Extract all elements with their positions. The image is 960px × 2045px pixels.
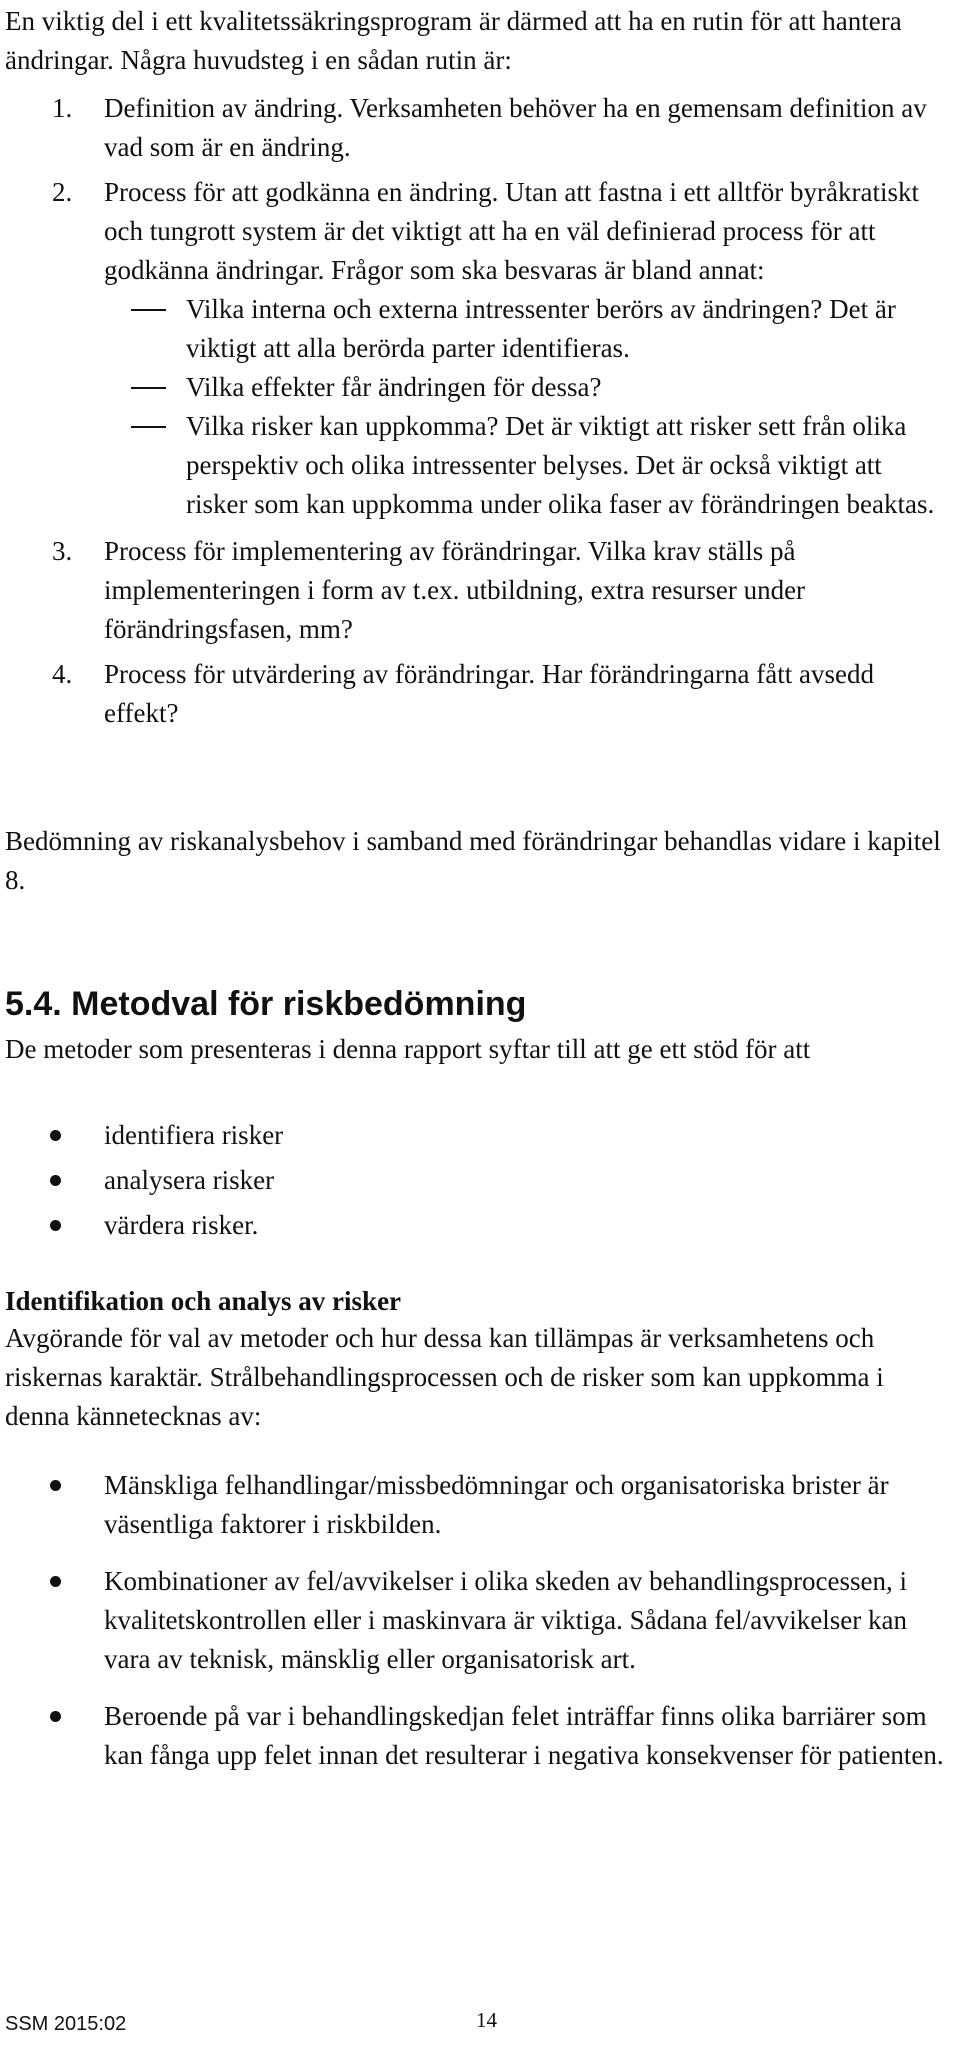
list-item — [0, 1562, 950, 1679]
bullet-icon — [50, 1130, 61, 1141]
dash-item-text: Vilka risker kan uppkomma? Det är viktigt att risker sett från olika perspektiv och olika intressenter belyses. Det är också viktigt att risker som kan uppkomma under olika faser av förändringen beaktas. — [186, 411, 935, 519]
footer-report-id: SSM 2015:02 — [5, 2013, 127, 2035]
list-item — [0, 655, 950, 733]
dash-item-text: Vilka interna och externa intressenter berörs av ändringen? Det är viktigt att alla berörda parter identifieras. — [186, 294, 896, 363]
list-item — [0, 1116, 950, 1155]
list-number: 2. — [52, 177, 73, 207]
sub-paragraph: Avgörande för val av metoder och hur dessa kan tillämpas är verksamhetens och riskernas karaktär. Strålbehandlingsprocessen och de risker som kan uppkomma i denna kännetecknas av: — [5, 1323, 884, 1431]
list-item-text: Mänskliga felhandlingar/missbedömningar och organisatoriska brister är väsentliga faktorer i riskbilden. — [104, 1470, 889, 1539]
bullet-icon — [50, 1576, 61, 1587]
bullet-icon — [50, 1480, 61, 1491]
dash-list-item — [0, 368, 950, 407]
bullet-icon — [50, 1175, 61, 1186]
list-number: 4. — [52, 659, 73, 689]
list-item-text: värdera risker. — [104, 1210, 259, 1240]
assessment-paragraph: Bedömning av riskanalysbehov i samband med förändringar behandlas vidare i kapitel 8. — [5, 826, 941, 895]
list-item-text: Process för att godkänna en ändring. Utan att fastna i ett alltför byråkratiskt och tungrott system är det viktigt att ha en väl definierad process för att godkänna ändringar. Frågor som ska besvaras är bland annat: — [104, 177, 919, 285]
dash-item-text: Vilka effekter får ändringen för dessa? — [186, 372, 602, 402]
dash-marker — [131, 309, 166, 311]
dash-marker — [131, 387, 166, 389]
characteristics-list — [0, 1466, 950, 1775]
section-heading: 5.4. Metodval för riskbedömning — [5, 985, 527, 1023]
list-item-text: identifiera risker — [104, 1120, 284, 1150]
bullet-icon — [50, 1711, 61, 1722]
numbered-list — [0, 89, 950, 733]
subheading: Identifikation och analys av risker — [5, 1286, 402, 1316]
list-item-text: analysera risker — [104, 1165, 275, 1195]
list-item — [0, 1161, 950, 1200]
list-item — [0, 1697, 950, 1775]
list-item — [0, 532, 950, 649]
list-item-text: Beroende på var i behandlingskedjan felet inträffar finns olika barriärer som kan fånga upp felet innan det resulterar i negativa konsekvenser för patienten. — [104, 1701, 944, 1770]
method-bullet-list — [0, 1116, 950, 1245]
list-number: 1. — [52, 93, 73, 123]
list-item — [0, 1206, 950, 1245]
list-item-text: Process för utvärdering av förändringar. Har förändringarna fått avsedd effekt? — [104, 659, 874, 728]
section-intro: De metoder som presenteras i denna rapport syftar till att ge ett stöd för att — [5, 1034, 811, 1064]
bullet-icon — [50, 1220, 61, 1231]
dash-marker — [131, 426, 166, 428]
dash-list-item — [0, 290, 950, 368]
list-item — [0, 89, 950, 167]
list-item-text: Definition av ändring. Verksamheten behöver ha en gemensam definition av vad som är en ändring. — [104, 93, 927, 162]
list-item-text: Kombinationer av fel/avvikelser i olika skeden av behandlingsprocessen, i kvalitetskontrollen eller i maskinvara är viktiga. Sådana fel/avvikelser kan vara av teknisk, mänsklig eller organisatorisk art. — [104, 1566, 908, 1674]
list-item-text: Process för implementering av förändringar. Vilka krav ställs på implementeringen i form av t.ex. utbildning, extra resurser under förändringsfasen, mm? — [104, 536, 806, 644]
dash-list-item — [0, 407, 950, 524]
page-number: 14 — [476, 2008, 497, 2032]
list-number: 3. — [52, 536, 73, 566]
list-item — [0, 1466, 950, 1544]
intro-paragraph: En viktig del i ett kvalitetssäkringsprogram är därmed att ha en rutin för att hantera ändringar. Några huvudsteg i en sådan rutin är: — [5, 6, 902, 75]
list-item — [0, 173, 950, 290]
